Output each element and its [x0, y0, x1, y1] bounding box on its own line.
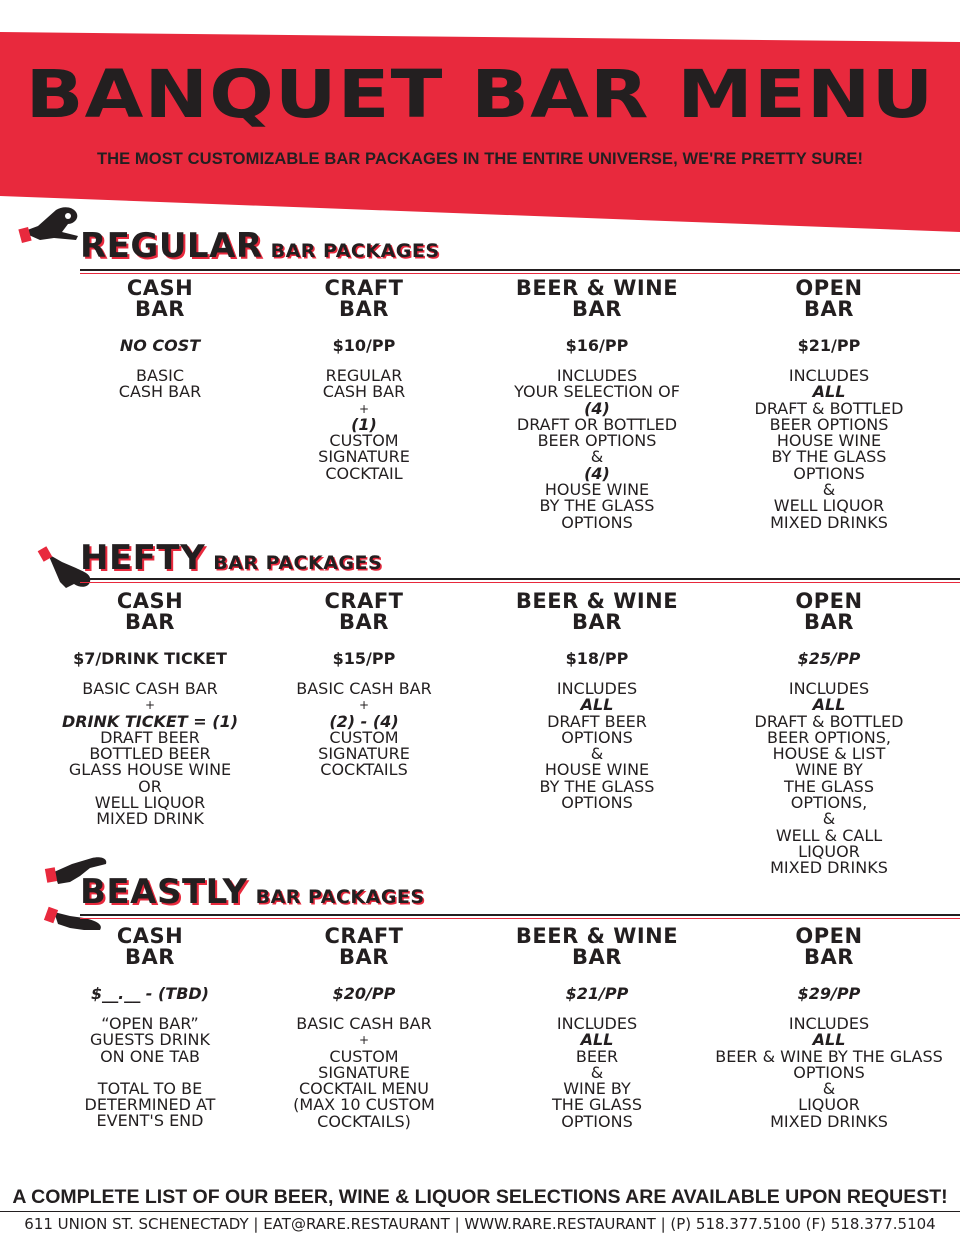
section-suffix: BAR PACKAGES	[255, 886, 425, 908]
desc-line: BEER OPTIONS	[537, 431, 657, 451]
desc-line: +	[358, 1033, 370, 1048]
section-suffix: BAR PACKAGES	[213, 552, 383, 574]
footer-divider	[0, 1211, 960, 1212]
desc-line: CUSTOM	[329, 431, 399, 451]
desc-line: ALL	[812, 695, 846, 715]
desc-line: +	[144, 698, 156, 713]
package-craft-bar	[244, 278, 484, 482]
section-divider-accent	[80, 273, 960, 274]
desc-line: TOTAL TO BE	[97, 1078, 203, 1098]
desc-line: WINE BY	[563, 1079, 631, 1099]
desc-line: HOUSE WINE	[544, 760, 650, 780]
desc-line: INCLUDES	[788, 366, 870, 385]
desc-line: WINE BY	[795, 760, 863, 780]
desc-line: SIGNATURE	[318, 744, 410, 764]
desc-line: SIGNATURE	[318, 1062, 410, 1082]
desc-line: CASH BAR	[322, 382, 406, 402]
desc-line: INCLUDES	[556, 679, 638, 698]
desc-line: BEER & WINE BY THE GLASS	[715, 1046, 943, 1066]
package-beer-wine-bar	[477, 278, 717, 531]
section-heading	[80, 538, 382, 582]
desc-line: (MAX 10 CUSTOM	[293, 1095, 435, 1115]
desc-line: ALL	[812, 1030, 846, 1050]
section-heading	[80, 226, 440, 270]
package-beer-wine-bar	[477, 926, 717, 1130]
desc-line: OPTIONS,	[790, 793, 868, 813]
page-title: BANQUET BAR MENU	[25, 56, 935, 133]
package-title: CASH BAR	[126, 276, 194, 321]
desc-line: DRAFT BEER	[547, 711, 647, 731]
desc-line: BASIC CASH BAR	[296, 1014, 432, 1033]
package-description	[30, 681, 270, 828]
footer-contact: 611 UNION ST. SCHENECTADY | EAT@RARE.RESTAURANT | WWW.RARE.RESTAURANT | (P) 518.377.5100 (F) 518.377.5104	[24, 1215, 936, 1233]
package-price: $16/PP	[565, 336, 629, 355]
desc-line: WELL LIQUOR	[773, 496, 885, 516]
desc-line: DRINK TICKET = (1)	[61, 711, 239, 731]
desc-line: OPTIONS	[793, 463, 865, 483]
desc-line: COCKTAIL	[325, 463, 403, 483]
package-price: $25/PP	[797, 649, 861, 668]
package-beer-wine-bar	[477, 591, 717, 811]
desc-line: OPTIONS	[561, 727, 633, 747]
package-price: $29/PP	[797, 984, 861, 1003]
desc-line: DRAFT BEER	[100, 727, 200, 747]
package-description	[244, 1016, 484, 1130]
desc-line: SIGNATURE	[318, 447, 410, 467]
desc-line: THE GLASS	[784, 776, 874, 796]
package-title: OPEN BAR	[795, 276, 863, 321]
desc-line: BEER	[575, 1046, 619, 1066]
desc-line: (4)	[584, 463, 610, 483]
desc-line: &	[590, 1062, 604, 1082]
package-price: $__.__ - (TBD)	[90, 984, 209, 1003]
desc-line: OPTIONS	[793, 1062, 865, 1082]
desc-line: DETERMINED AT	[84, 1095, 216, 1115]
page-subtitle: THE MOST CUSTOMIZABLE BAR PACKAGES IN THE ENTIRE UNIVERSE, WE'RE PRETTY SURE!	[96, 150, 864, 168]
desc-line: DRAFT & BOTTLED	[754, 711, 904, 731]
desc-line: BY THE GLASS	[771, 447, 887, 467]
desc-line: &	[822, 480, 836, 500]
desc-line: BASIC CASH BAR	[82, 679, 218, 698]
package-open-bar	[709, 591, 949, 877]
desc-line: BY THE GLASS	[539, 496, 655, 516]
desc-line: INCLUDES	[556, 1014, 638, 1033]
desc-line: OR	[138, 776, 162, 796]
desc-line: WELL LIQUOR	[94, 793, 206, 813]
package-craft-bar	[244, 926, 484, 1130]
package-description	[709, 1016, 949, 1130]
package-cash-bar	[30, 591, 270, 828]
package-price: $7/DRINK TICKET	[73, 649, 227, 668]
desc-line: BASIC CASH BAR	[296, 679, 432, 698]
section-suffix: BAR PACKAGES	[270, 240, 440, 262]
desc-line: INCLUDES	[788, 1014, 870, 1033]
desc-line: ALL	[580, 1030, 614, 1050]
desc-line: LIQUOR	[798, 841, 860, 861]
section-divider-accent	[80, 582, 960, 583]
section-divider	[80, 269, 960, 271]
package-price: NO COST	[119, 336, 201, 355]
package-price: $20/PP	[332, 984, 396, 1003]
desc-line: BEER OPTIONS,	[767, 727, 891, 747]
desc-line: MIXED DRINKS	[770, 512, 888, 532]
package-title: BEER & WINE BAR	[515, 589, 679, 634]
desc-line: CUSTOM	[329, 727, 399, 747]
desc-line: HOUSE & LIST	[772, 744, 886, 764]
section-name: BEASTLY	[80, 872, 248, 912]
package-price: $21/PP	[565, 984, 629, 1003]
desc-line: “OPEN BAR”	[101, 1014, 199, 1033]
desc-line: INCLUDES	[788, 679, 870, 698]
package-description	[244, 368, 484, 482]
section-name: REGULAR	[80, 226, 263, 266]
desc-line: HOUSE WINE	[776, 431, 882, 451]
package-description	[477, 1016, 717, 1130]
hand-icon	[18, 202, 88, 246]
package-description	[477, 368, 717, 531]
package-description	[244, 681, 484, 779]
desc-line: BOTTLED BEER	[89, 744, 211, 764]
package-cash-bar	[30, 926, 270, 1130]
package-title: CASH BAR	[116, 589, 184, 634]
desc-line: BY THE GLASS	[539, 776, 655, 796]
package-title: OPEN BAR	[795, 589, 863, 634]
desc-line: ALL	[812, 382, 846, 402]
desc-line: COCKTAILS)	[317, 1111, 411, 1131]
desc-line: +	[358, 698, 370, 713]
desc-line: BEER OPTIONS	[769, 414, 889, 434]
desc-line: BASIC	[136, 366, 184, 385]
desc-line: CASH BAR	[118, 382, 202, 402]
package-description	[30, 1016, 270, 1130]
package-description	[477, 681, 717, 811]
package-title: BEER & WINE BAR	[515, 276, 679, 321]
desc-line: (2) - (4)	[329, 711, 399, 731]
section-heading	[80, 872, 425, 916]
desc-line: LIQUOR	[798, 1095, 860, 1115]
desc-line: INCLUDES	[556, 366, 638, 385]
package-title: CRAFT BAR	[324, 924, 404, 969]
package-title: OPEN BAR	[795, 924, 863, 969]
package-title: CRAFT BAR	[324, 589, 404, 634]
desc-line: EVENT'S END	[96, 1111, 204, 1131]
package-price: $18/PP	[565, 649, 629, 668]
desc-line: MIXED DRINKS	[770, 1111, 888, 1131]
package-title: CRAFT BAR	[324, 276, 404, 321]
desc-line: ON ONE TAB	[100, 1046, 200, 1066]
desc-line: &	[822, 809, 836, 829]
section-divider	[80, 578, 960, 580]
desc-line: (1)	[351, 414, 377, 434]
desc-line: CUSTOM	[329, 1046, 399, 1066]
desc-line: DRAFT & BOTTLED	[754, 398, 904, 418]
desc-line: REGULAR	[325, 366, 403, 385]
desc-line: OPTIONS	[561, 1111, 633, 1131]
desc-line: WELL & CALL	[775, 825, 883, 845]
desc-line: DRAFT OR BOTTLED	[516, 414, 678, 434]
package-craft-bar	[244, 591, 484, 779]
desc-line: OPTIONS	[561, 512, 633, 532]
desc-line: GLASS HOUSE WINE	[68, 760, 232, 780]
desc-line: MIXED DRINK	[96, 809, 204, 829]
package-open-bar	[709, 278, 949, 531]
desc-line: HOUSE WINE	[544, 480, 650, 500]
package-description	[709, 681, 949, 877]
package-title: CASH BAR	[116, 924, 184, 969]
section-name: HEFTY	[80, 538, 206, 578]
desc-line: GUESTS DRINK	[89, 1030, 210, 1050]
package-open-bar	[709, 926, 949, 1130]
package-price: $10/PP	[332, 336, 396, 355]
desc-line: &	[590, 447, 604, 467]
footer-notice: A COMPLETE LIST OF OUR BEER, WINE & LIQUOR SELECTIONS ARE AVAILABLE UPON REQUEST!	[12, 1186, 948, 1208]
section-divider	[80, 914, 960, 916]
desc-line: COCKTAIL MENU	[299, 1079, 429, 1099]
package-description	[709, 368, 949, 531]
desc-line: THE GLASS	[552, 1095, 642, 1115]
desc-line: ALL	[580, 695, 614, 715]
desc-line: +	[358, 401, 370, 416]
desc-line: OPTIONS	[561, 793, 633, 813]
package-price: $21/PP	[797, 336, 861, 355]
desc-line: &	[822, 1079, 836, 1099]
desc-line: &	[590, 744, 604, 764]
desc-line: YOUR SELECTION OF	[514, 382, 680, 402]
section-divider-accent	[80, 918, 960, 919]
package-title: BEER & WINE BAR	[515, 924, 679, 969]
desc-line: (4)	[584, 398, 610, 418]
package-price: $15/PP	[332, 649, 396, 668]
desc-line: MIXED DRINKS	[770, 858, 888, 878]
desc-line: COCKTAILS	[320, 760, 408, 780]
